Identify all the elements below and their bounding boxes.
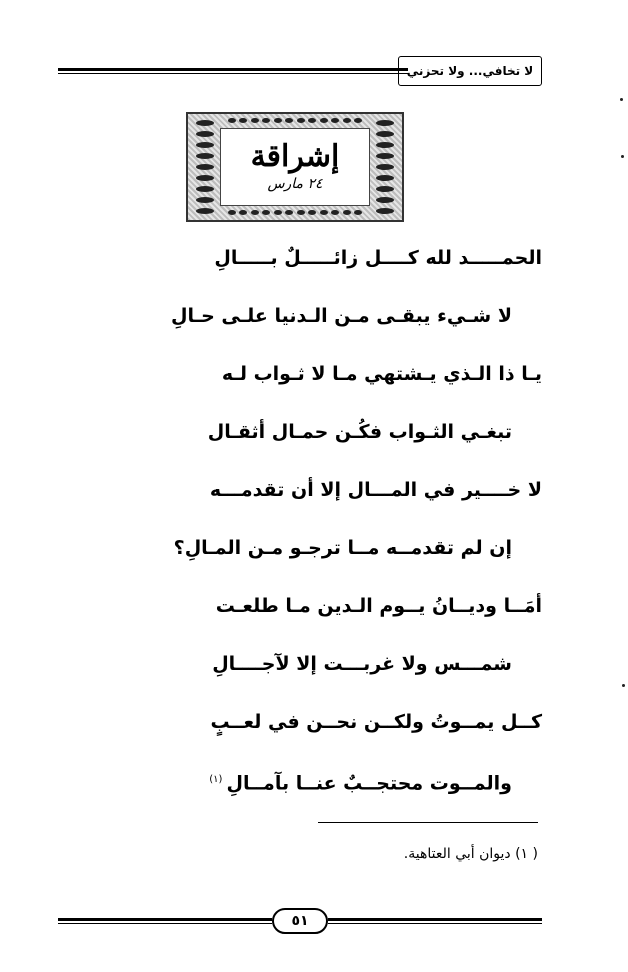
footnote-reference[interactable]: (١) (209, 774, 223, 785)
ornament-panel (220, 128, 370, 206)
footer-rule-left (58, 918, 272, 924)
scan-speck (620, 98, 623, 101)
ornament-border-bottom (228, 210, 362, 216)
verse-7: أمَــا وديــانُ يــوم الـدين مـا طلعـت (215, 595, 542, 617)
verse-1: الحمـــــد لله كــــل زائـــــلٌ بـــــالِ (214, 247, 542, 269)
footnote-divider (318, 822, 538, 823)
section-title: إشراقة (250, 139, 340, 174)
verse-5: لا خــــير في المـــال إلا أن تقدمـــه (209, 479, 542, 501)
footer-rule-right (328, 918, 542, 924)
verse-6: إن لم تقدمــه مــا ترجـو مـن المـالِ؟ (173, 537, 512, 559)
verse-9: كــل يمــوتُ ولكــن نحــن في لعــبٍ (210, 711, 542, 733)
page-footer (58, 906, 542, 938)
ornament-border-right (374, 120, 396, 214)
poem (60, 240, 542, 820)
page-header (58, 56, 542, 88)
verse-4: تبغـي الثـواب فكُـن حمـال أثقـال (207, 421, 512, 443)
running-title: لا تخافي... ولا تحزني (398, 56, 542, 86)
ornamental-title-frame (186, 112, 404, 222)
scan-speck (621, 155, 624, 158)
verse-2: لا شـيء يبقـى مـن الـدنيا علـى حـالِ (171, 305, 512, 327)
scan-speck (622, 684, 625, 687)
section-subtitle: ٢٤ مارس (267, 176, 323, 192)
ornament-border-top (228, 118, 362, 124)
verse-3: يـا ذا الـذي يـشتهي مـا لا ثـواب لـه (221, 363, 542, 385)
verse-10-text: والمــوت محتجــبٌ عنــا بآمــالِ (226, 772, 512, 795)
ornament-border-left (194, 120, 216, 214)
page-number: ٥١ (272, 908, 328, 934)
verse-10 (60, 762, 542, 820)
header-rule (58, 68, 408, 74)
footnote: ( ١) ديوان أبي العتاهية. (403, 846, 538, 862)
verse-8: شمـــس ولا غربـــت إلا لآجــــالِ (212, 653, 512, 675)
